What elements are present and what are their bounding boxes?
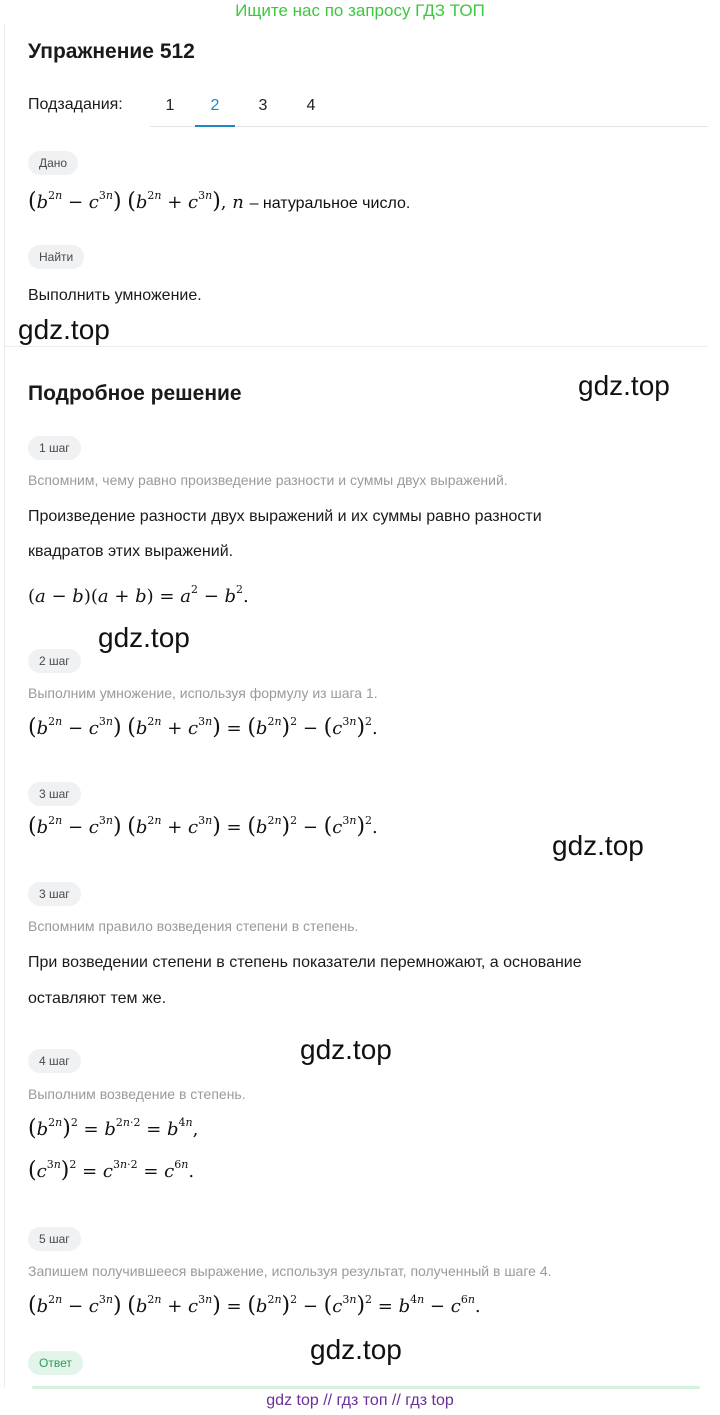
tab-subtask-2[interactable]: 2 xyxy=(195,86,235,127)
step-3b-text-line2: оставляют тем же. xyxy=(28,990,167,1007)
page-title: Упражнение 512 xyxy=(28,40,195,63)
given-pill: Дано xyxy=(28,151,78,175)
step-4-formula-2: $(c^{3n})^2 = c^{3n\cdot 2} = c^{6n}$. xyxy=(28,1158,195,1183)
step-4-hint: Выполним возведение в степень. xyxy=(28,1086,246,1102)
watermark: gdz.top xyxy=(552,830,644,861)
step-5-pill: 5 шаг xyxy=(28,1227,81,1251)
subtasks-label: Подзадания: xyxy=(28,96,123,113)
given-text: – натуральное число. xyxy=(249,195,411,212)
step-1-pill: 1 шаг xyxy=(28,436,81,460)
step-5-formula: $(b^{2n} - c^{3n}) (b^{2n} + c^{3n}) = (b^{2n})^2 - (c^{3n})^2 = b^{4n} - c^{6n}$. xyxy=(28,1293,481,1318)
step-1-hint: Вспомним, чему равно произведение разности и суммы двух выражений. xyxy=(28,472,508,488)
watermark: gdz.top xyxy=(578,370,670,401)
step-2-hint: Выполним умножение, используя формулу из шага 1. xyxy=(28,685,378,701)
solution-title: Подробное решение xyxy=(28,382,242,405)
step-3a-pill: 3 шаг xyxy=(28,782,81,806)
step-1-text-line2: квадратов этих выражений. xyxy=(28,543,234,560)
find-pill: Найти xyxy=(28,245,84,269)
step-1-text-line1: Произведение разности двух выражений и их суммы равно разности xyxy=(28,508,542,525)
watermark: gdz.top xyxy=(300,1034,392,1065)
step-2-pill: 2 шаг xyxy=(28,649,81,673)
step-2-formula: $(b^{2n} - c^{3n}) (b^{2n} + c^{3n}) = (b^{2n})^2 - (c^{3n})^2$. xyxy=(28,715,378,740)
tab-subtask-3[interactable]: 3 xyxy=(258,97,268,114)
step-3a-formula: $(b^{2n} - c^{3n}) (b^{2n} + c^{3n}) = (b^{2n})^2 - (c^{3n})^2$. xyxy=(28,814,378,839)
step-1-formula: $(a - b)(a + b) = a^2 - b^2$. xyxy=(28,583,249,607)
answer-pill: Ответ xyxy=(28,1351,83,1375)
footer-links[interactable]: gdz top // гдз топ // гдз top xyxy=(0,1389,720,1415)
find-text: Выполнить умножение. xyxy=(28,287,202,304)
step-4-pill: 4 шаг xyxy=(28,1049,81,1073)
exercise-card xyxy=(4,24,717,1388)
top-banner[interactable]: Ищите нас по запросу ГДЗ ТОП xyxy=(235,1,485,20)
tab-subtask-1[interactable]: 1 xyxy=(165,97,175,114)
tab-subtask-4[interactable]: 4 xyxy=(306,97,316,114)
step-5-hint: Запишем получившееся выражение, используя результат, полученный в шаге 4. xyxy=(28,1263,552,1279)
subtasks-tabs xyxy=(150,86,708,127)
step-3b-pill: 3 шаг xyxy=(28,882,81,906)
divider xyxy=(4,346,708,347)
watermark: gdz.top xyxy=(18,314,110,345)
step-4-formula-1: $(b^{2n})^2 = b^{2n\cdot 2} = b^{4n}$, xyxy=(28,1116,199,1141)
step-3b-hint: Вспомним правило возведения степени в степень. xyxy=(28,918,359,934)
given-expression: $(b^{2n} - c^{3n}) (b^{2n} + c^{3n})$, n – натуральное число. xyxy=(28,189,411,214)
watermark: gdz.top xyxy=(98,622,190,653)
watermark: gdz.top xyxy=(310,1334,402,1365)
step-3b-text-line1: При возведении степени в степень показатели перемножают, а основание xyxy=(28,954,582,971)
